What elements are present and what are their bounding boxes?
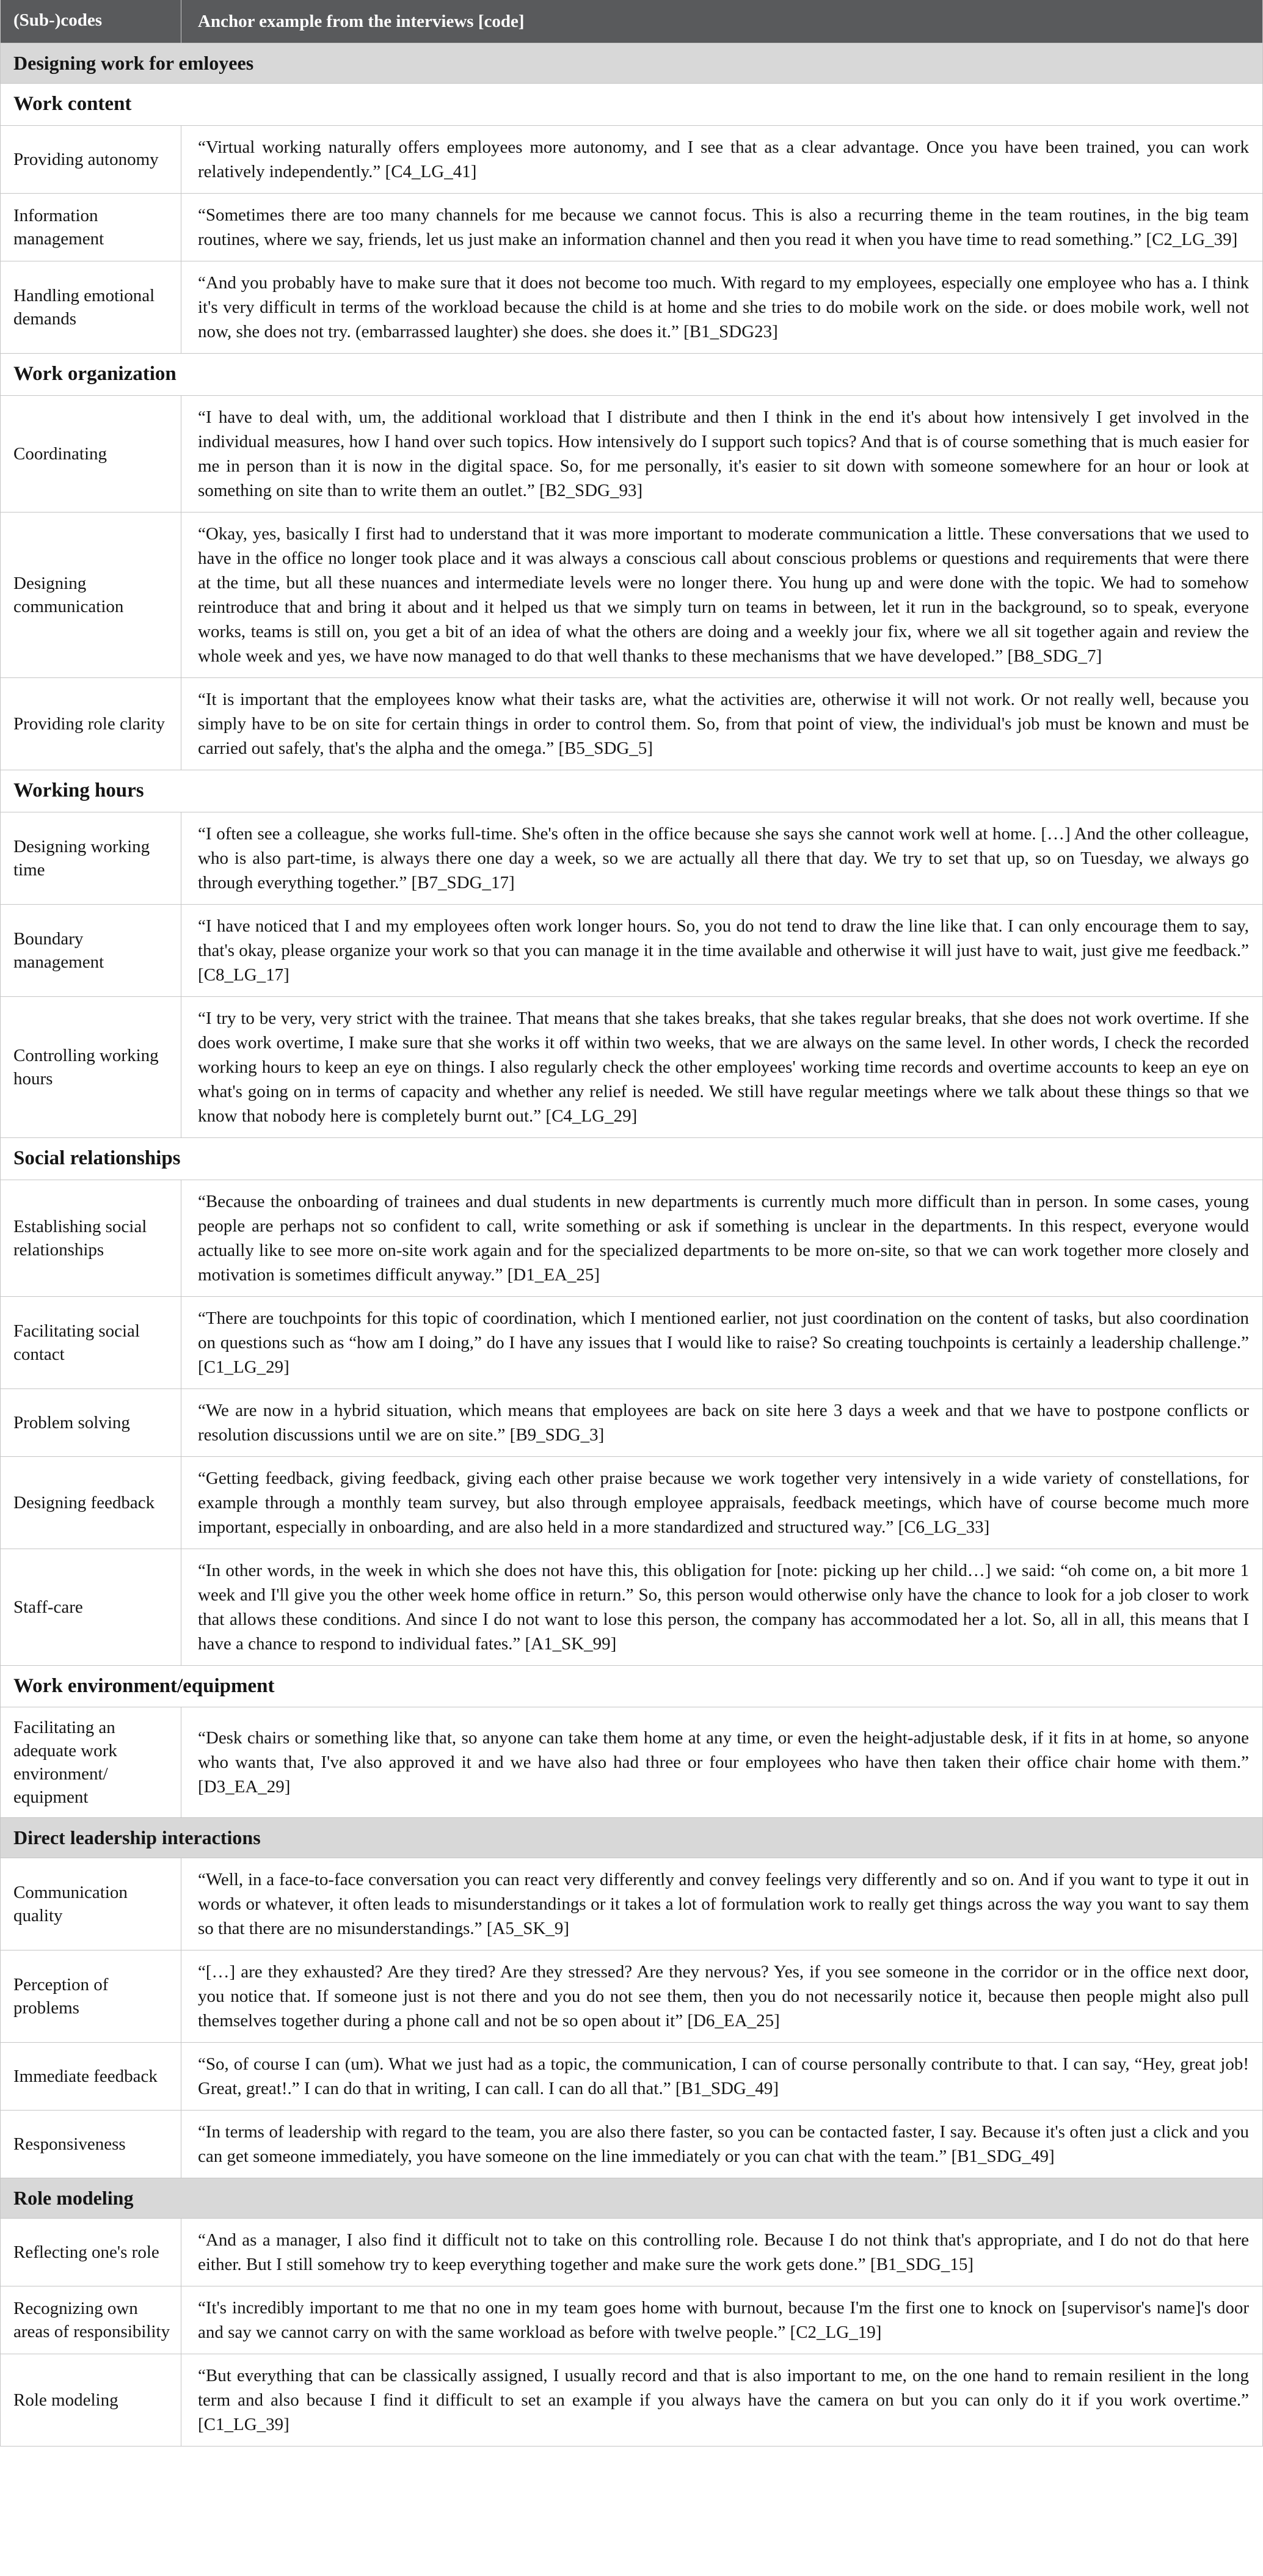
code-cell	[1, 2286, 181, 2354]
quote-paragraph	[198, 1867, 1249, 1941]
quote-cell	[181, 1457, 1262, 1549]
quote-cell	[181, 2219, 1262, 2286]
quote-cell	[181, 1297, 1262, 1388]
quote-ref: [C1_LG_39]	[198, 2415, 289, 2435]
quote-ref: [A5_SK_9]	[486, 1919, 570, 1939]
table-row	[1, 812, 1262, 904]
quote-cell	[181, 1389, 1262, 1456]
code-label: Controlling working hours	[13, 1045, 159, 1089]
quote-cell	[181, 396, 1262, 512]
quote-text: “It's incredibly important to me that no one in my team goes home with burnout, because I'm the first one to knock on [supervisor's name]'s door and say we cannot carry on with the same workload as before with twelve people.”	[198, 2298, 1249, 2343]
quote-text: “There are touchpoints for this topic of coordination, which I mentioned earlier, not just coordination on the content of tasks, but also coordination on questions such as “how am I doing,” do I have any issues that I would like to raise? So creating touchpoints is certainly a leadership challenge.”	[198, 1308, 1249, 1352]
code-cell	[1, 1950, 181, 2042]
quote-cell	[181, 2111, 1262, 2178]
header-codes-column: (Sub-)codes	[1, 0, 181, 43]
quote-text: “And you probably have to make sure that it does not become too much. With regard to my employees, especially one employee who has a. I think it's very difficult in terms of the workload because the child is at home and she tries to do mobile work on the side. or does mobile work, well not now, she does not try. (embarrassed laughter) she does. she does it.”	[198, 272, 1249, 341]
code-label: Facilitating social contact	[13, 1321, 140, 1364]
subsection-row	[1, 1665, 1262, 1707]
code-cell	[1, 2354, 181, 2446]
quote-ref: [C2_LG_39]	[1146, 229, 1238, 249]
quote-cell	[181, 997, 1262, 1137]
quote-ref: [B1_SDG23]	[683, 321, 778, 341]
code-cell	[1, 1549, 181, 1665]
code-label: Handling emotional demands	[13, 285, 155, 329]
code-cell	[1, 678, 181, 770]
subsection-title: Work organization	[13, 362, 177, 385]
table-row	[1, 1858, 1262, 1950]
quote-cell	[181, 1950, 1262, 2042]
quote-paragraph	[198, 1558, 1249, 1656]
quote-ref: [C4_LG_29]	[545, 1106, 638, 1126]
quote-paragraph	[198, 2120, 1249, 2169]
code-label: Staff-care	[13, 1597, 83, 1617]
quote-text: “So, of course I can (um). What we just had as a topic, the communication, I can of course personally contribute to that. I can say, “Hey, great job! Great, great!.” I can do that in writing, I can call. I can do all that.”	[198, 2054, 1249, 2099]
subsection-title: Work environment/equipment	[13, 1674, 275, 1697]
code-cell	[1, 812, 181, 904]
quote-text: “Virtual working naturally offers employees more autonomy, and I see that as a clear advantage. Once you have been trained, you can work relatively independently.”	[198, 137, 1249, 181]
table-row	[1, 512, 1262, 677]
code-cell	[1, 1180, 181, 1296]
code-cell	[1, 2111, 181, 2178]
quote-text: “I often see a colleague, she works full-time. She's often in the office because she says she cannot work well at home. […] And the other colleague, who is also part-time, is always there one day a week, so we are actually all there that day. We try to set that up, so on Tuesday, we always go through everything together.”	[198, 823, 1249, 892]
quote-cell	[181, 2354, 1262, 2446]
code-label: Reflecting one's role	[13, 2242, 159, 2263]
quote-text: “Desk chairs or something like that, so anyone can take them home at any time, or even the height-adjustable desk, if it fits in at home, so anyone who wants that, I've also approved it and we have also had three or four employees who have then taken their office chair home with them.”	[198, 1728, 1249, 1773]
quote-text: “Well, in a face-to-face conversation you can react very differently and convey feelings very differently and so on. And if you want to type it out in words or whatever, it often leads to misunderstandings or it takes a lot of formulation work to really get things across the way you want to say them so that there are no misunderstandings.”	[198, 1870, 1249, 1939]
quote-paragraph	[198, 1960, 1249, 2033]
code-cell	[1, 905, 181, 996]
subsection-row	[1, 83, 1262, 125]
quote-paragraph	[198, 1306, 1249, 1379]
code-label: Recognizing own areas of responsibility	[13, 2299, 170, 2342]
quote-cell	[181, 2286, 1262, 2354]
code-cell	[1, 1707, 181, 1817]
quote-paragraph	[198, 914, 1249, 987]
quote-cell	[181, 1549, 1262, 1665]
subsection-title: Social relationships	[13, 1147, 181, 1169]
quote-paragraph	[198, 1466, 1249, 1539]
quote-paragraph	[198, 522, 1249, 668]
code-label: Facilitating an adequate work environment/ equipment	[13, 1718, 117, 1808]
quote-ref: [B5_SDG_5]	[558, 738, 653, 758]
quote-paragraph	[198, 203, 1249, 252]
quote-paragraph	[198, 2296, 1249, 2344]
table-row	[1, 1707, 1262, 1817]
section-row	[1, 1817, 1262, 1858]
quote-ref: [B7_SDG_17]	[411, 872, 515, 892]
quote-cell	[181, 513, 1262, 677]
quote-text: “I have noticed that I and my employees often work longer hours. So, you do not tend to draw the line like that. I can only encourage them to say, that's okay, please organize your work so that you can manage it in the time available and otherwise it will just have to wait, just give me feedback.”	[198, 916, 1249, 960]
quote-paragraph	[198, 822, 1249, 895]
quote-text: “[…] are they exhausted? Are they tired? Are they stressed? Are they nervous? Yes, if you see someone in the corridor or in the office next door, you notice that. If someone just is not there and you do not see them, then you do not necessarily notice it, because then people might also pull themselves together during a phone call and not be so open about it”	[198, 1962, 1249, 2031]
quote-ref: [B1_SDG_49]	[675, 2079, 779, 2099]
quote-cell	[181, 678, 1262, 770]
quote-text: “In other words, in the week in which she does not have this, this obligation for [note: picking up her child…] we said: “oh come on, a bit more 1 week and I'll give you the other week home office in return.” So, this person would otherwise only have the chance to look for a job closer to work that allows these conditions. And since I do not want to lose this person, the company has accommodated her a lot. So, all in all, this means that I have a chance to respond to individual fates.”	[198, 1560, 1249, 1654]
table-row	[1, 1180, 1262, 1296]
table-row	[1, 1549, 1262, 1665]
code-label: Coordinating	[13, 443, 107, 464]
section-row	[1, 2178, 1262, 2218]
quote-text: “Because the onboarding of trainees and dual students in new departments is currently much more difficult than in person. In some cases, young people are perhaps not so confident to call, write something or ask if something is unclear in the departments. In this respect, everyone would actually like to see more on-site work again and for the specialized departments to be more on-site, so that we can work together more closely and motivation is sometimes difficult anyway.”	[198, 1191, 1249, 1285]
quote-cell	[181, 1858, 1262, 1950]
table-row	[1, 1950, 1262, 2042]
quote-ref: [B1_SDG_15]	[870, 2255, 974, 2275]
code-label: Perception of problems	[13, 1975, 109, 2018]
table-header-row	[1, 0, 1262, 43]
code-cell	[1, 997, 181, 1137]
code-label: Designing working time	[13, 836, 150, 880]
code-cell	[1, 261, 181, 353]
quote-text: “But everything that can be classically assigned, I usually record and that is also important to me, on the one hand to remain resilient in the long term and also because I find it difficult to set an example if you always have the camera on but you can only do it if you work overtime.”	[198, 2366, 1249, 2410]
quote-text: “Okay, yes, basically I first had to understand that it was more important to moderate communication a little. These conversations that we used to have in the office no longer took place and it was always a conscious call about conscious problems or questions and requirements that were there at the time, but all these nuances and intermediate levels were no longer there. You hung up and were done with the topic. We had to somehow reintroduce that and bring it about and it helped us that we simply turn on teams in between, let it run in the background, so to speak, everyone works, teams is still on, you get a bit of an idea of what the others are doing and a weekly jour fix, where we all sit together again and review the whole week and yes, we have now managed to do that well thanks to these mechanisms that we have developed.”	[198, 524, 1249, 666]
code-label: Providing autonomy	[13, 149, 159, 169]
subsection-row	[1, 770, 1262, 812]
code-label: Information management	[13, 205, 104, 249]
subsection-row	[1, 1137, 1262, 1180]
header-anchor-column: Anchor example from the interviews [code]	[198, 12, 525, 31]
quote-cell	[181, 905, 1262, 996]
table-row	[1, 1296, 1262, 1388]
table-row	[1, 125, 1262, 193]
code-label: Designing feedback	[13, 1492, 155, 1512]
code-label: Boundary management	[13, 929, 104, 972]
section-title: Designing work for emloyees	[13, 52, 254, 74]
quote-text: “It is important that the employees know what their tasks are, what the activities are, otherwise it will not work. Or not really well, because you simply have to be on site for certain things in order to control them. So, from that point of view, the individual's job must be known and must be carried out safely, that's the alpha and the omega.”	[198, 689, 1249, 758]
quote-paragraph	[198, 687, 1249, 761]
table-row	[1, 2286, 1262, 2354]
quote-paragraph	[198, 271, 1249, 344]
quote-text: “I try to be very, very strict with the trainee. That means that she takes breaks, that she takes regular breaks, that she does not work overtime. If she does work overtime, I make sure that she works it off within two weeks, that we are always on the same level. In other words, I check the recorded working hours to keep an eye on things. I also regularly check the other employees' working time records and overtime accounts to keep an eye on what's going on in terms of capacity and whether any relief is needed. We still have regular meetings where we talk about these things so that we know that nobody here is completely burnt out.”	[198, 1008, 1249, 1126]
quote-paragraph	[198, 2228, 1249, 2277]
quote-cell	[181, 2043, 1262, 2110]
quote-ref: [C6_LG_33]	[898, 1517, 990, 1537]
code-cell	[1, 2043, 181, 2110]
quote-paragraph	[198, 405, 1249, 503]
quote-cell	[181, 1707, 1262, 1817]
quote-ref: [B2_SDG_93]	[539, 480, 643, 500]
code-cell	[1, 2219, 181, 2286]
quote-text: “Sometimes there are too many channels for me because we cannot focus. This is also a recurring theme in the team routines, in the big team routines, where we say, friends, let us just make an information channel and then you read it when you have time to read something.”	[198, 205, 1249, 249]
quote-ref: [B9_SDG_3]	[509, 1425, 605, 1445]
quote-paragraph	[198, 135, 1249, 184]
code-cell	[1, 1858, 181, 1950]
table-row	[1, 193, 1262, 261]
table-row	[1, 1456, 1262, 1549]
code-label: Providing role clarity	[13, 713, 166, 734]
subsection-title: Working hours	[13, 779, 144, 801]
quote-ref: [C1_LG_29]	[198, 1357, 289, 1377]
section-title: Role modeling	[13, 2187, 134, 2209]
quote-cell	[181, 194, 1262, 261]
quote-cell	[181, 812, 1262, 904]
quote-cell	[181, 1180, 1262, 1296]
code-cell	[1, 1457, 181, 1549]
table-row	[1, 2042, 1262, 2110]
table-row	[1, 2354, 1262, 2446]
quote-paragraph	[198, 1726, 1249, 1799]
subsection-title: Work content	[13, 92, 132, 115]
table-row	[1, 996, 1262, 1137]
table-row	[1, 677, 1262, 770]
code-label: Designing communication	[13, 573, 124, 616]
code-cell	[1, 194, 181, 261]
code-label: Communication quality	[13, 1883, 128, 1926]
quote-ref: [B8_SDG_7]	[1007, 646, 1102, 666]
code-cell	[1, 126, 181, 193]
quote-text: “We are now in a hybrid situation, which means that employees are back on site here 3 days a week and that we have to postpone conflicts or resolution discussions until we are on site.”	[198, 1400, 1249, 1445]
quote-ref: [C4_LG_41]	[385, 161, 477, 181]
table-row	[1, 395, 1262, 512]
code-label: Immediate feedback	[13, 2067, 158, 2087]
quote-paragraph	[198, 1398, 1249, 1447]
section-row	[1, 43, 1262, 83]
quote-text: “In terms of leadership with regard to the team, you are also there faster, so you can be contacted faster, I say. Because it's often just a click and you can get someone immediately, you have someone on the line immediately or you can chat with the team.”	[198, 2122, 1249, 2167]
section-title: Direct leadership interactions	[13, 1826, 261, 1849]
code-label: Problem solving	[13, 1412, 130, 1432]
quote-paragraph	[198, 1006, 1249, 1128]
quote-paragraph	[198, 2363, 1249, 2437]
table-row	[1, 1388, 1262, 1456]
quote-ref: [A1_SK_99]	[525, 1633, 617, 1654]
quote-ref: [C2_LG_19]	[790, 2322, 882, 2343]
quote-cell	[181, 126, 1262, 193]
code-cell	[1, 1297, 181, 1388]
code-cell	[1, 1389, 181, 1456]
table-row	[1, 904, 1262, 996]
quote-ref: [C8_LG_17]	[198, 965, 289, 985]
quote-paragraph	[198, 2052, 1249, 2101]
table-row	[1, 2110, 1262, 2178]
table-row	[1, 2218, 1262, 2286]
quote-text: “I have to deal with, um, the additional workload that I distribute and then I think in the end it's about how intensively I get involved in the individual measures, how I hand over such topics. How intensively do I support such topics? And that is of course something that is much easier for me in person than it is now in the digital space. So, for me personally, it's easier to sit down with someone somewhere for an hour or look at something on site than to write them an outlet.”	[198, 407, 1249, 500]
quote-cell	[181, 261, 1262, 353]
quote-ref: [D1_EA_25]	[507, 1264, 600, 1285]
code-label: Responsiveness	[13, 2134, 126, 2155]
table-row	[1, 261, 1262, 353]
quote-ref: [B1_SDG_49]	[951, 2147, 1055, 2167]
quote-text: “Getting feedback, giving feedback, giving each other praise because we work together very intensively in a wide variety of constellations, for example through a monthly team survey, but also through employee appraisals, feedback meetings, which have of course become much more important, especially in onboarding, and are also held in a more standardized and structured way.”	[198, 1468, 1249, 1537]
code-label: Establishing social relationships	[13, 1216, 147, 1260]
code-label: Role modeling	[13, 2390, 118, 2410]
quote-ref: [D3_EA_29]	[198, 1777, 291, 1797]
quote-paragraph	[198, 1189, 1249, 1287]
quote-ref: [D6_EA_25]	[687, 2011, 780, 2031]
code-cell	[1, 513, 181, 677]
quote-text: “And as a manager, I also find it difficult not to take on this controlling role. Because I do not think that's appropriate, and I do not do that here either. But I still somehow try to keep everything together and make sure the work gets done.”	[198, 2230, 1249, 2275]
subsection-row	[1, 353, 1262, 395]
code-cell	[1, 396, 181, 512]
